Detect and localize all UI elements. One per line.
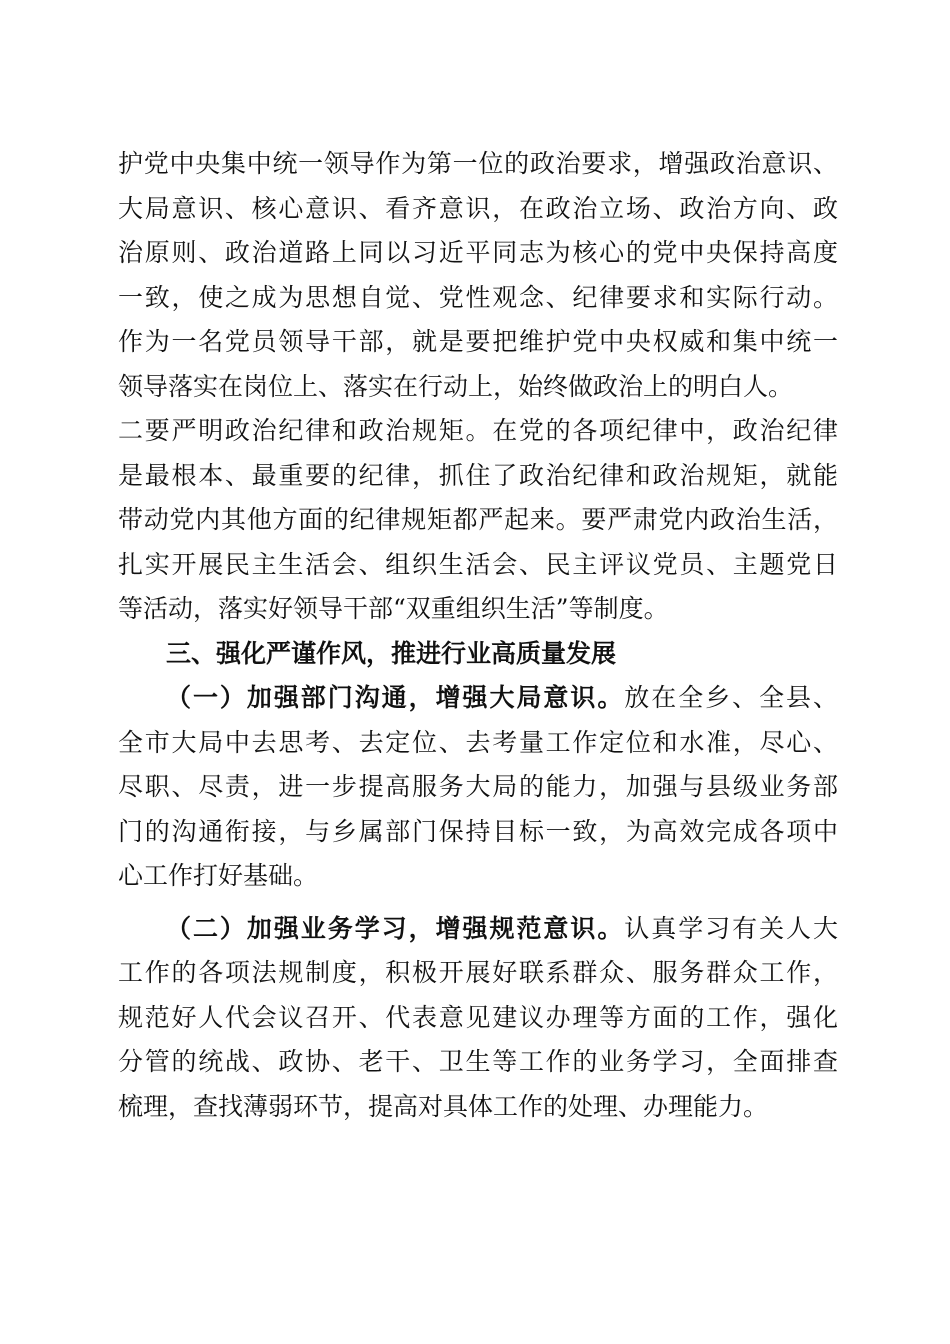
text-line: 护党中央集中统一领导作为第一位的政治要求，增强政治意识、 <box>118 149 838 178</box>
text-line: 带动党内其他方面的纪律规矩都严起来。要严肃党内政治生活， <box>118 505 838 534</box>
text-line: 分管的统战、政协、老干、卫生等工作的业务学习，全面排查 <box>118 1047 838 1076</box>
text-line: 心工作打好基础。 <box>118 861 319 890</box>
item-text: 放在全乡、全县、 <box>624 683 838 712</box>
section-heading: 三、强化严谨作风，推进行业高质量发展 <box>166 638 617 668</box>
item-heading: （二）加强业务学习，增强规范意识。 <box>166 913 625 943</box>
text-line: 规范好人代会议召开、代表意见建议办理等方面的工作，强化 <box>118 1002 838 1032</box>
text-line <box>118 676 838 721</box>
text-line: 领导落实在岗位上、落实在行动上，始终做政治上的明白人。 <box>118 371 794 401</box>
text-line: 二要严明政治纪律和政治规矩。在党的各项纪律中，政治纪律 <box>118 416 838 445</box>
text-line: 门的沟通衔接，与乡属部门保持目标一致，为高效完成各项中 <box>118 816 838 846</box>
document-body <box>118 142 838 1129</box>
text-line: 一致，使之成为思想自觉、党性观念、纪律要求和实际行动。 <box>118 282 838 312</box>
item-text: 认真学习有关人大 <box>624 913 838 943</box>
paragraph-item-1 <box>118 676 838 899</box>
text-line: 是最根本、最重要的纪律，抓住了政治纪律和政治规矩，就能 <box>118 460 838 490</box>
text-line: 梳理，查找薄弱环节，提高对具体工作的处理、办理能力。 <box>118 1091 769 1121</box>
paragraph-political-discipline <box>118 409 838 632</box>
text-line: 工作的各项法规制度，积极开展好联系群众、服务群众工作， <box>118 958 838 987</box>
text-line <box>118 907 838 952</box>
text-line: 等活动，落实好领导干部“双重组织生活”等制度。 <box>118 594 669 623</box>
text-line: 全市大局中去思考、去定位、去考量工作定位和水准，尽心、 <box>118 727 838 757</box>
paragraph-item-2 <box>118 907 838 1130</box>
text-line: 尽职、尽责，进一步提高服务大局的能力，加强与县级业务部 <box>118 772 838 801</box>
text-line: 作为一名党员领导干部，就是要把维护党中央权威和集中统一 <box>118 327 838 356</box>
text-line: 大局意识、核心意识、看齐意识，在政治立场、政治方向、政 <box>118 193 838 223</box>
text-line: 扎实开展民主生活会、组织生活会、民主评议党员、主题党日 <box>118 549 838 579</box>
text-line: 治原则、政治道路上同以习近平同志为核心的党中央保持高度 <box>118 238 838 267</box>
paragraph-political-awareness <box>118 142 838 409</box>
item-heading: （一）加强部门沟通，增强大局意识。 <box>166 683 625 712</box>
paragraph-gap <box>118 899 838 907</box>
